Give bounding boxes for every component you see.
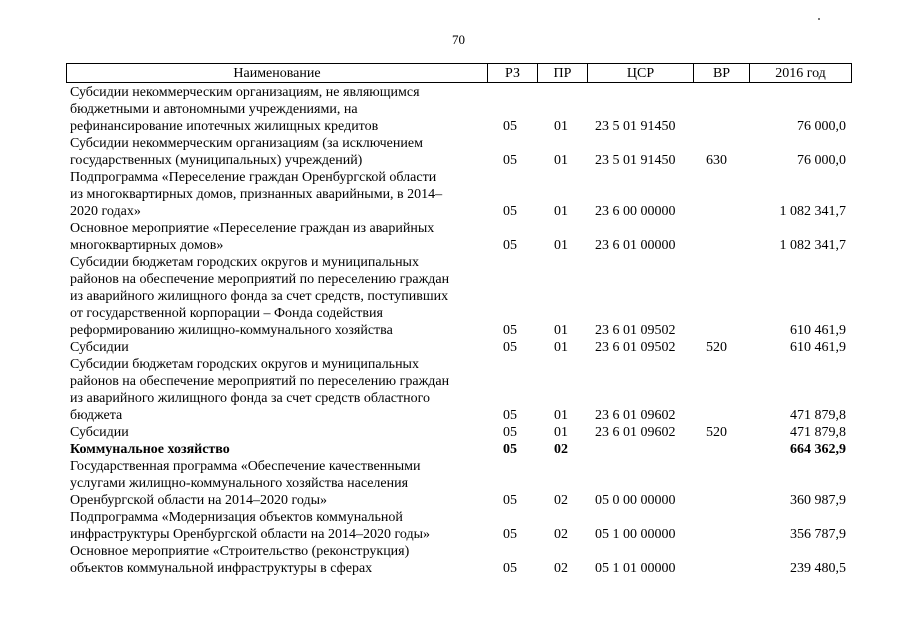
row-pr: 02 [554,561,568,576]
row-rz: 05 [503,493,517,508]
row-amount: 471 879,8 [790,425,846,440]
row-name [70,458,490,509]
row-rz: 05 [503,408,517,423]
row-csr: 23 6 01 00000 [595,238,676,253]
row-name-line: Подпрограмма «Модернизация объектов коммунальной [70,510,403,525]
row-csr: 05 1 01 00000 [595,561,676,576]
row-rz: 05 [503,425,517,440]
row-name-line: бюджета [70,408,123,423]
row-name-line: Коммунальное хозяйство [70,442,230,457]
row-amount: 610 461,9 [790,323,846,338]
row-pr: 01 [554,323,568,338]
row-name [70,135,490,169]
row-pr: 01 [554,340,568,355]
row-amount: 239 480,5 [790,561,846,576]
row-csr: 23 6 01 09602 [595,425,676,440]
row-name-line: Основное мероприятие «Переселение граждан из аварийных [70,221,435,236]
row-vr: 520 [706,340,727,355]
row-amount: 76 000,0 [797,119,846,134]
row-name [70,254,490,339]
row-name [70,169,490,220]
page-number: 70 [452,32,465,47]
row-csr: 23 6 01 09502 [595,340,676,355]
row-name-line: из аварийного жилищного фонда за счет средств областного [70,391,431,406]
row-pr: 01 [554,153,568,168]
row-name [70,356,490,424]
column-header-rz: РЗ [487,64,537,82]
row-rz: 05 [503,238,517,253]
row-name [70,543,490,577]
column-header-csr: ЦСР [587,64,693,82]
row-name-line: Основное мероприятие «Строительство (реконструкция) [70,544,410,559]
row-name-line: Субсидии бюджетам городских округов и муниципальных [70,255,419,270]
row-pr: 01 [554,204,568,219]
row-name [70,220,490,254]
row-name-line: 2020 годах» [70,204,141,219]
row-rz: 05 [503,340,517,355]
row-name-line: объектов коммунальной инфраструктуры в сферах [70,561,373,576]
row-name-line: реформированию жилищно-коммунального хозяйства [70,323,393,338]
row-csr: 23 5 01 91450 [595,153,676,168]
row-name-line: Субсидии [70,340,129,355]
row-name-line: Подпрограмма «Переселение граждан Оренбургской области [70,170,437,185]
row-amount: 76 000,0 [797,153,846,168]
row-name-line: из многоквартирных домов, признанных аварийными, в 2014– [70,187,443,202]
column-header-year: 2016 год [749,64,851,82]
row-name [70,339,490,356]
row-csr: 23 6 01 09602 [595,408,676,423]
row-csr: 23 6 00 00000 [595,204,676,219]
row-vr: 630 [706,153,727,168]
column-header-pr: ПР [537,64,587,82]
row-rz: 05 [503,153,517,168]
row-amount: 360 987,9 [790,493,846,508]
column-header-name: Наименование [233,66,321,81]
row-csr: 05 0 00 00000 [595,493,676,508]
row-name-line: Субсидии бюджетам городских округов и муниципальных [70,357,419,372]
row-name-line: районов на обеспечение мероприятий по переселению граждан [70,374,450,389]
row-name [70,424,490,441]
row-name-line: Субсидии [70,425,129,440]
row-csr: 05 1 00 00000 [595,527,676,542]
row-name-line: рефинансирование ипотечных жилищных кредитов [70,119,379,134]
row-rz: 05 [503,442,517,457]
row-name-line: Субсидии некоммерческим организациям, не являющимся [70,85,420,100]
row-vr: 520 [706,425,727,440]
scan-speck [818,18,820,20]
row-amount: 664 362,9 [790,442,846,457]
row-amount: 356 787,9 [790,527,846,542]
row-rz: 05 [503,561,517,576]
row-name-line: услугами жилищно-коммунального хозяйства населения [70,476,409,491]
row-rz: 05 [503,527,517,542]
row-name-line: районов на обеспечение мероприятий по переселению граждан [70,272,450,287]
row-name-line: из аварийного жилищного фонда за счет средств, поступивших [70,289,449,304]
row-rz: 05 [503,119,517,134]
row-pr: 01 [554,408,568,423]
row-pr: 01 [554,425,568,440]
row-amount: 610 461,9 [790,340,846,355]
row-rz: 05 [503,204,517,219]
row-name-line: Оренбургской области на 2014–2020 годы» [70,493,327,508]
row-pr: 02 [554,527,568,542]
row-amount: 1 082 341,7 [779,238,846,253]
row-name-line: от государственной корпорации – Фонда содействия [70,306,383,321]
row-pr: 02 [554,442,568,457]
row-name-line: инфраструктуры Оренбургской области на 2014–2020 годы» [70,527,431,542]
row-pr: 01 [554,119,568,134]
row-name [70,84,490,135]
row-rz: 05 [503,323,517,338]
row-amount: 471 879,8 [790,408,846,423]
row-name [70,441,490,458]
row-name-line: государственных (муниципальных) учреждений) [70,153,363,168]
row-pr: 01 [554,238,568,253]
row-csr: 23 5 01 91450 [595,119,676,134]
row-name-line: бюджетными и автономными учреждениями, на [70,102,358,117]
row-name-line: Субсидии некоммерческим организациям (за исключением [70,136,423,151]
table-header [66,63,852,83]
row-csr: 23 6 01 09502 [595,323,676,338]
row-name-line: многоквартирных домов» [70,238,224,253]
column-header-vr: ВР [693,64,749,82]
row-name [70,509,490,543]
row-amount: 1 082 341,7 [779,204,846,219]
row-name-line: Государственная программа «Обеспечение качественными [70,459,421,474]
row-pr: 02 [554,493,568,508]
